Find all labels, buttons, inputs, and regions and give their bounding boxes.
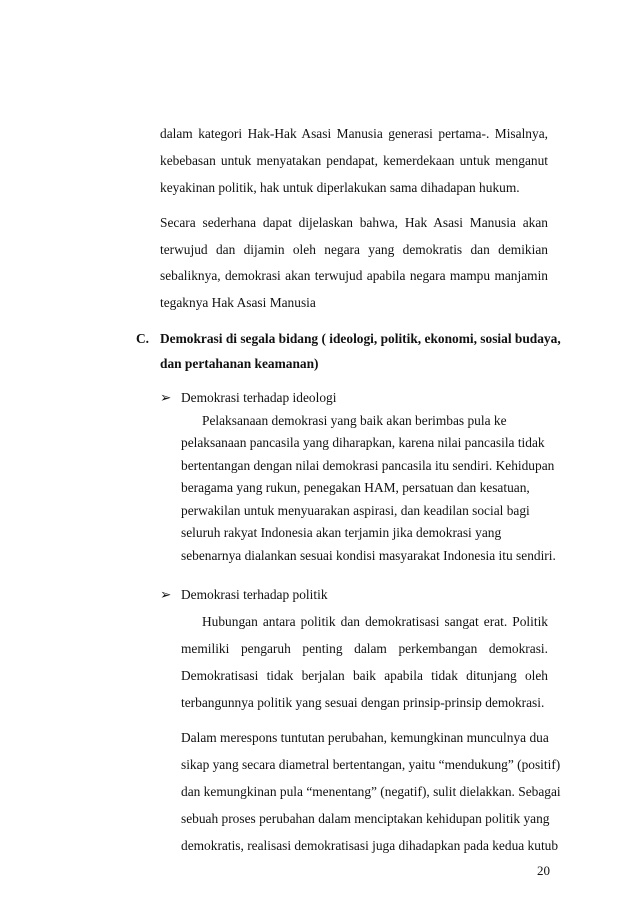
text-line: keyakinan politik, hak untuk diperlakukan sama dihadapan hukum. <box>160 180 520 195</box>
section-letter: C. <box>136 331 150 346</box>
heading-line: Demokrasi di segala bidang ( ideologi, politik, ekonomi, sosial budaya, <box>160 331 561 346</box>
bullet-title: Demokrasi terhadap ideologi <box>181 390 337 405</box>
text-line: dan kemungkinan pula “menentang” (negatif), sulit dielakkan. Sebagai <box>181 784 561 799</box>
arrow-bullet-icon: ➢ <box>160 587 172 602</box>
text-line: perwakilan untuk menyuarakan aspirasi, dan keadilan social bagi <box>181 503 530 518</box>
bullet-title: Demokrasi terhadap politik <box>181 587 328 602</box>
arrow-bullet-icon: ➢ <box>160 390 172 405</box>
text-line: kebebasan untuk menyatakan pendapat, kemerdekaan untuk menganut <box>160 153 548 168</box>
text-line: terbangunnya politik yang sesuai dengan prinsip-prinsip demokrasi. <box>181 695 545 710</box>
text-line: sebaliknya, demokrasi akan terwujud apabila negara mampu manjamin <box>160 268 548 283</box>
text-line: tegaknya Hak Asasi Manusia <box>160 295 316 310</box>
text-line: sebuah proses perubahan dalam menciptakan kehidupan politik yang <box>181 811 550 826</box>
text-line: demokratis, realisasi demokratisasi juga dihadapkan pada kedua kutub <box>181 838 559 853</box>
text-line: Secara sederhana dapat dijelaskan bahwa, Hak Asasi Manusia akan <box>160 215 548 230</box>
text-line: seluruh rakyat Indonesia akan terjamin jika demokrasi yang <box>181 525 502 540</box>
text-line: Pelaksanaan demokrasi yang baik akan berimbas pula ke <box>202 413 507 428</box>
page-number: 20 <box>537 863 550 878</box>
text-line: beragama yang rukun, penegakan HAM, persatuan dan kesatuan, <box>181 480 530 495</box>
text-line: terwujud dan dijamin oleh negara yang demokratis dan demikian <box>160 242 548 257</box>
text-line: Hubungan antara politik dan demokratisasi sangat erat. Politik <box>202 614 548 629</box>
text-line: memiliki pengaruh penting dalam perkembangan demokrasi. <box>181 641 548 656</box>
text-line: bertentangan dengan nilai demokrasi pancasila itu sendiri. Kehidupan <box>181 458 555 473</box>
heading-line: dan pertahanan keamanan) <box>160 356 319 371</box>
text-line: pelaksanaan pancasila yang diharapkan, karena nilai pancasila tidak <box>181 435 545 450</box>
text-line: Demokratisasi tidak berjalan baik apabila tidak ditunjang oleh <box>181 668 548 683</box>
text-line: dalam kategori Hak-Hak Asasi Manusia generasi pertama-. Misalnya, <box>160 126 548 141</box>
text-line: Dalam merespons tuntutan perubahan, kemungkinan munculnya dua <box>181 730 549 745</box>
text-line: sikap yang secara diametral bertentangan, yaitu “mendukung” (positif) <box>181 757 561 772</box>
text-line: sebenarnya dialankan sesuai kondisi masyarakat Indonesia itu sendiri. <box>181 548 556 563</box>
